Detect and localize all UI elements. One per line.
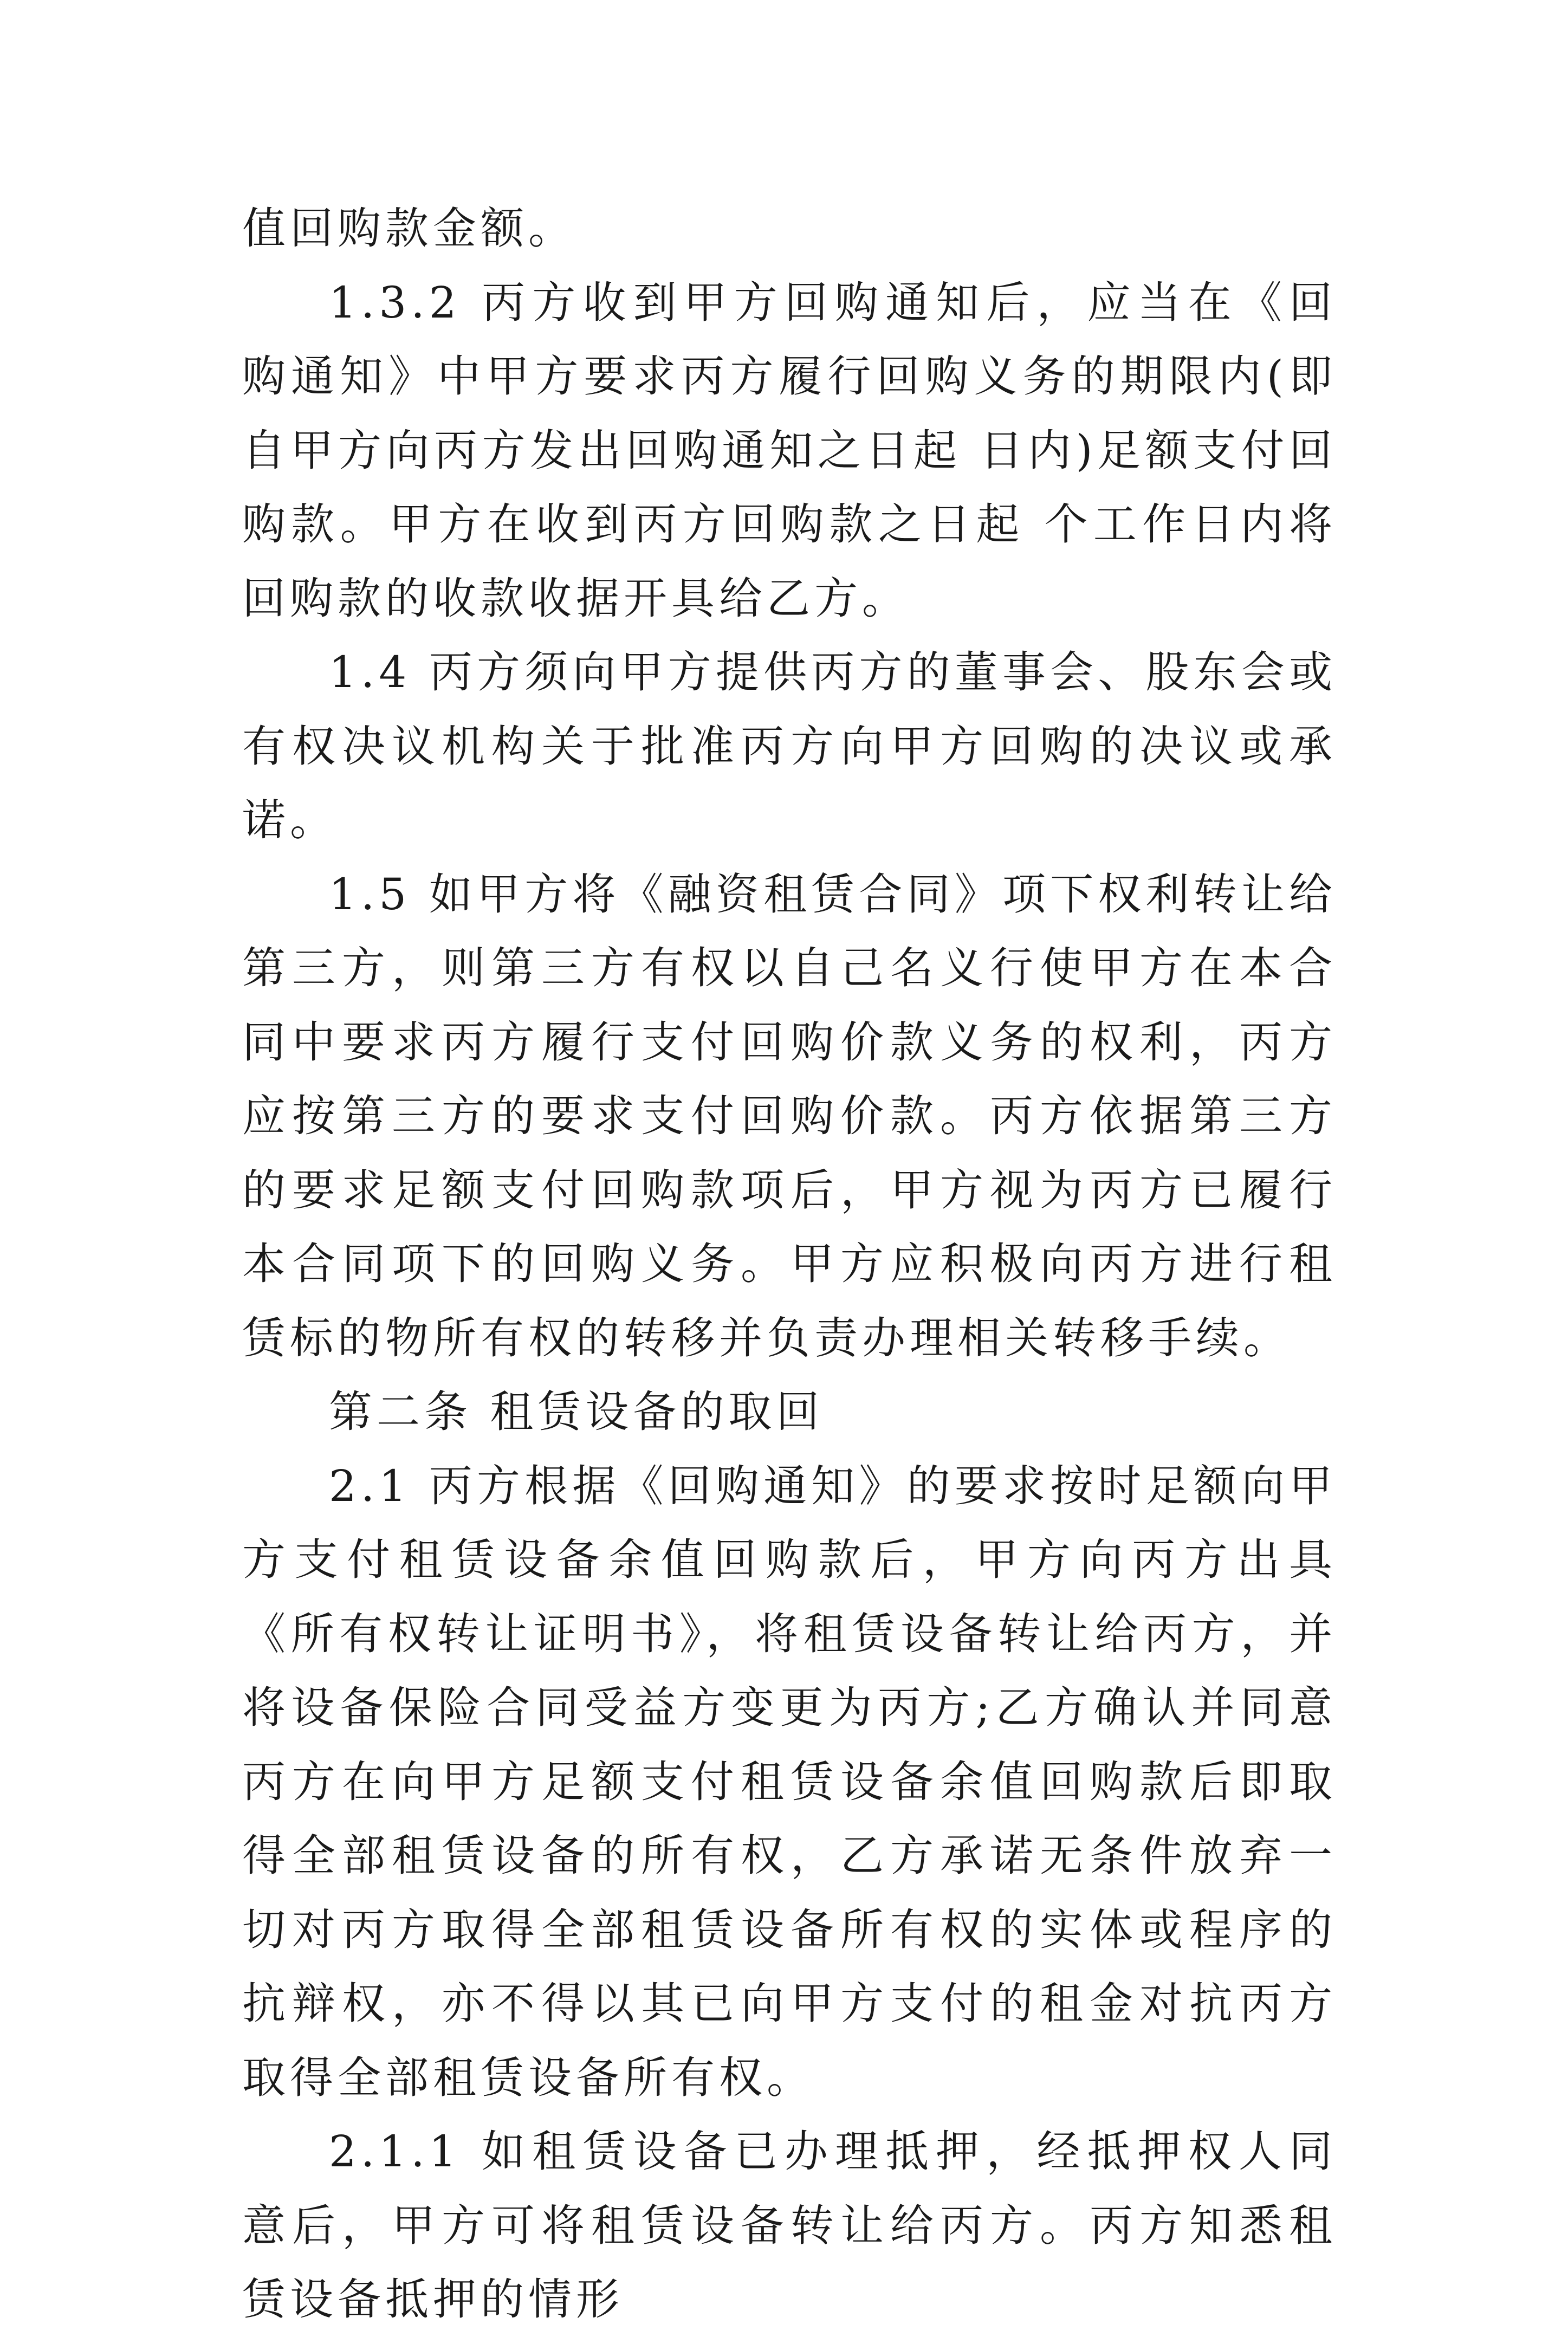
paragraph-clause-1-3-2: 1.3.2 丙方收到甲方回购通知后，应当在《回购通知》中甲方要求丙方履行回购义务的期限内(即自甲方向丙方发出回购通知之日起 日内)足额支付回购款。甲方在收到丙方回购款之日起 个工作日内将回购款的收款收据开具给乙方。 [242,277,1337,624]
document-body [242,192,1337,2337]
paragraph-continuation: 值回购款金额。 [242,203,576,254]
paragraph-clause-1-4: 1.4 丙方须向甲方提供丙方的董事会、股东会或有权决议机构关于批准丙方向甲方回购的决议或承诺。 [242,647,1337,845]
paragraph-clause-2-1-1: 2.1.1 如租赁设备已办理抵押，经抵押权人同意后，甲方可将租赁设备转让给丙方。丙方知悉租赁设备抵押的情形 [242,2126,1337,2325]
paragraph-clause-2-1: 2.1 丙方根据《回购通知》的要求按时足额向甲方支付租赁设备余值回购款后，甲方向丙方出具《所有权转让证明书》，将租赁设备转让给丙方，并将设备保险合同受益方变更为丙方;乙方确认并同意丙方在向甲方足额支付租赁设备余值回购款后即取得全部租赁设备的所有权，乙方承诺无条件放弃一切对丙方取得全部租赁设备所有权的实体或程序的抗辩权，亦不得以其已向甲方支付的租金对抗丙方取得全部租赁设备所有权。 [242,1460,1337,2103]
section-heading-article-2: 第二条 租赁设备的取回 [329,1387,824,1437]
paragraph-clause-1-5: 1.5 如甲方将《融资租赁合同》项下权利转让给第三方，则第三方有权以自己名义行使甲方在本合同中要求丙方履行支付回购价款义务的权利，丙方应按第三方的要求支付回购价款。丙方依据第三方的要求足额支付回购款项后，甲方视为丙方已履行本合同项下的回购义务。甲方应积极向丙方进行租赁标的物所有权的转移并负责办理相关转移手续。 [242,869,1337,1363]
